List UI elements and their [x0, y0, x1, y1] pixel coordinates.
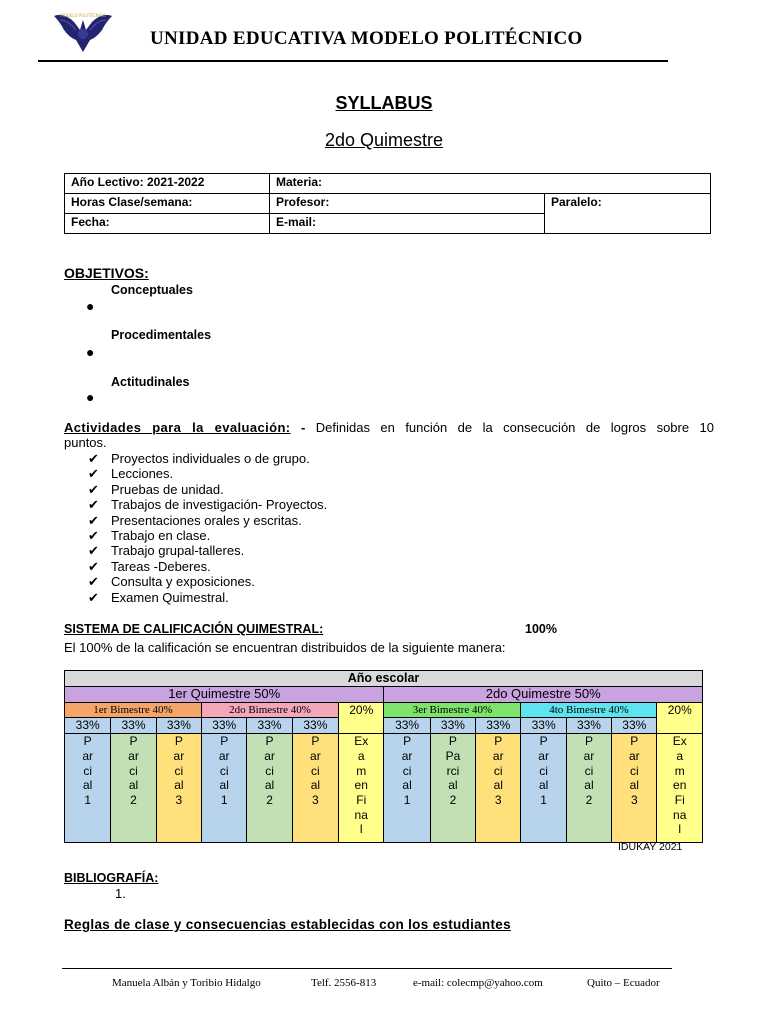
grading-credit: IDUKAY 2021 [618, 841, 683, 853]
check-icon: ✔ [88, 466, 99, 482]
logo-text: MODELO POLITÉCNICO [60, 13, 106, 18]
school-logo [52, 8, 114, 56]
info-fecha: Fecha: [65, 214, 270, 234]
parcial-1: P ar ci al 1 [65, 734, 111, 843]
pct-cell: 33% [292, 718, 338, 734]
pct-cell: 33% [384, 718, 430, 734]
parcial-3: P ar ci al 3 [156, 734, 201, 843]
quimestre-2: 2do Quimestre 50% [384, 687, 703, 703]
list-item: ✔ Tareas -Deberes. [88, 558, 211, 574]
parcial-3: P ar ci al 3 [292, 734, 338, 843]
check-icon: ✔ [88, 543, 99, 559]
exam-pct-2: 20% [657, 702, 703, 733]
school-name: UNIDAD EDUCATIVA MODELO POLITÉCNICO [150, 28, 583, 49]
header-divider [38, 60, 668, 62]
info-table [64, 173, 711, 234]
pct-cell: 33% [566, 718, 611, 734]
actividades-dash: - [300, 420, 306, 435]
parcial-2: P ar ci al 2 [111, 734, 156, 843]
pct-cell: 33% [247, 718, 292, 734]
page-title: SYLLABUS [335, 93, 433, 113]
check-icon: ✔ [88, 528, 99, 544]
check-icon: ✔ [88, 558, 99, 574]
parcial-2: P ar ci al 2 [247, 734, 292, 843]
check-icon: ✔ [88, 589, 99, 605]
info-horas: Horas Clase/semana: [65, 194, 270, 214]
examen-final: Ex a m en Fi na l [339, 734, 384, 843]
info-year: Año Lectivo: 2021-2022 [65, 174, 270, 194]
objetivo-conceptuales: Conceptuales [111, 283, 193, 297]
list-item: ✔ Pruebas de unidad. [88, 481, 224, 497]
bullet: ● [86, 389, 95, 405]
page-subtitle: 2do Quimestre [324, 130, 444, 150]
footer-city: Quito – Ecuador [587, 977, 660, 989]
pct-cell: 33% [65, 718, 111, 734]
footer-names: Manuela Albán y Toribio Hidalgo [112, 977, 261, 989]
info-profesor: Profesor: [270, 194, 545, 214]
actividades-title: Actividades para la evaluación: [64, 420, 291, 435]
list-item: ✔ Examen Quimestral. [88, 589, 229, 605]
pct-cell: 33% [156, 718, 201, 734]
footer-phone: Telf. 2556-813 [311, 977, 377, 989]
pct-cell: 33% [430, 718, 475, 734]
grading-year-header: Año escolar [65, 671, 703, 687]
pct-cell: 33% [476, 718, 521, 734]
list-item: ✔ Trabajos de investigación- Proyectos. [88, 497, 328, 513]
reglas-title: Reglas de clase y consecuencias establecidas con los estudiantes [64, 917, 511, 932]
objetivos-title: OBJETIVOS: [64, 265, 149, 281]
footer-email: e-mail: colecmp@yahoo.com [413, 977, 543, 989]
list-item: ✔ Proyectos individuales o de grupo. [88, 451, 310, 466]
actividades-text: Definidas en función de la consecución de logros sobre 10 [315, 420, 714, 435]
bimestre-1: 1er Bimestre 40% [65, 702, 202, 718]
parcial-1: P ar ci al 1 [202, 734, 247, 843]
bibliografia-item: 1. [115, 886, 126, 901]
pct-cell: 33% [521, 718, 566, 734]
footer-divider [62, 968, 672, 969]
sistema-text: El 100% de la calificación se encuentran distribuidos de la siguiente manera: [64, 640, 506, 655]
list-item: ✔ Consulta y exposiciones. [88, 574, 255, 590]
actividades-text-cont: puntos. [64, 435, 107, 450]
activities-list [88, 451, 327, 605]
bullet: ● [86, 344, 95, 360]
bullet: ● [86, 298, 95, 314]
list-item: ✔ Trabajo en clase. [88, 528, 211, 544]
check-icon: ✔ [88, 512, 99, 528]
check-icon: ✔ [88, 497, 99, 513]
info-paralelo: Paralelo: [545, 194, 711, 234]
pct-cell: 33% [202, 718, 247, 734]
objetivo-actitudinales: Actitudinales [111, 375, 190, 389]
quimestre-1: 1er Quimestre 50% [65, 687, 384, 703]
check-icon: ✔ [88, 481, 99, 497]
bimestre-4: 4to Bimestre 40% [521, 702, 657, 718]
parcial-1: P ar ci al 1 [384, 734, 430, 843]
parcial-2: P Pa rci al 2 [430, 734, 475, 843]
list-item: ✔ Lecciones. [88, 466, 174, 482]
exam-pct-1: 20% [339, 702, 384, 733]
bimestre-3: 3er Bimestre 40% [384, 702, 521, 718]
list-item: ✔ Presentaciones orales y escritas. [88, 512, 302, 528]
bibliografia-title: BIBLIOGRAFÍA: [64, 871, 159, 885]
objetivo-procedimentales: Procedimentales [111, 328, 212, 342]
pct-cell: 33% [111, 718, 156, 734]
list-item: ✔ Trabajo grupal-talleres. [88, 543, 245, 559]
parcial-3: P ar ci al 3 [476, 734, 521, 843]
parcial-2: P ar ci al 2 [566, 734, 611, 843]
examen-final: Ex a m en Fi na l [657, 734, 703, 843]
pct-cell: 33% [612, 718, 657, 734]
parcial-1: P ar ci al 1 [521, 734, 566, 843]
sistema-pct: 100% [525, 622, 557, 636]
bimestre-2: 2do Bimestre 40% [202, 702, 339, 718]
info-materia: Materia: [270, 174, 711, 194]
actividades-intro [64, 420, 714, 435]
sistema-title: SISTEMA DE CALIFICACIÓN QUIMESTRAL: [64, 622, 324, 636]
check-icon: ✔ [88, 451, 99, 466]
check-icon: ✔ [88, 574, 99, 590]
parcial-3: P ar ci al 3 [612, 734, 657, 843]
grading-table [64, 670, 703, 843]
info-email: E-mail: [270, 214, 545, 234]
